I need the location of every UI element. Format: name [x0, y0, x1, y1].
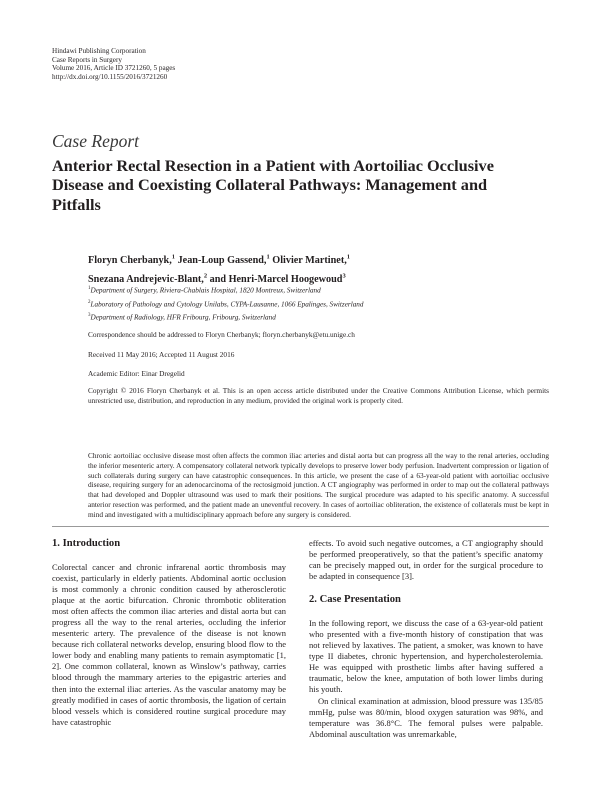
author: Olivier Martinet,$^1$	[272, 254, 351, 267]
article-type: Case Report	[52, 131, 140, 151]
journal-header	[52, 47, 175, 82]
section-divider	[52, 526, 549, 527]
intro-paragraph-continued: effects. To avoid such negative outcomes, a CT angiography should be performed preoperatively, so that the patient’s specific anatomy can be precisely mapped out, in order for the surgical procedure to be adapted in consequence [3].	[309, 538, 543, 582]
affiliation-list	[88, 283, 364, 324]
right-column	[309, 538, 543, 740]
academic-editor: Academic Editor: Einar Dregelid	[88, 369, 185, 378]
article-title: Anterior Rectal Resection in a Patient with Aortoiliac Occlusive Disease and Coexisting Collateral Pathways: Management and Pitfalls	[52, 156, 494, 214]
abstract: Chronic aortoiliac occlusive disease most often affects the common iliac arteries and distal aorta but can progress all the way to the renal arteries, occluding the inferior mesenteric artery. A compensatory collateral network typically develops to preserve lower body perfusion. Inadvertent compression or ligation of such collaterals during surgery can have catastrophic consequences. In this article, we present the case of a 63-year-old patient with aortoiliac occlusive disease, requiring surgery for an adenocarcinoma of the rectosigmoid junction. A CT angiography was performed in order to map out the collateral pathways that had developed and Doppler ultrasound was used to mark their positions. The surgical procedure was adapted to his specific anatomy. A successful anterior resection was performed, and the patient made an uneventful recovery. In cases of aortoiliac obliteration, the existence of collaterals must be kept in mind and investigated with a multidisciplinary approach before any surgery is considered.	[88, 451, 549, 519]
section-heading-case-presentation: 2. Case Presentation	[309, 594, 401, 606]
affiliation: $^2$Laboratory of Pathology and Cytology Unilabs, CYPA-Lausanne, 1066 Epalinges, Switzerland	[88, 299, 364, 308]
doi-link[interactable]: http://dx.doi.org/10.1155/2016/3721260	[52, 73, 168, 82]
section-heading-introduction: 1. Introduction	[52, 538, 121, 549]
copyright-notice: Copyright © 2016 Floryn Cherbanyk et al. This is an open access article distributed under the Creative Commons Attribution License, which permits unrestricted use, distribution, and reproduction in any medium, provided the original work is properly cited.	[88, 386, 549, 405]
intro-paragraph: Colorectal cancer and chronic infrarenal aortic thrombosis may coexist, particularly in elderly patients. Abdominal aortic occlusion is most commonly a chronic condition caused by atherosclerotic plaque at the aortic bifurcation. Chronic thrombotic obliteration most often affects the common iliac arteries and distal aorta but can progress all the way to the renal arteries, occluding the inferior mesenteric artery. The prevalence of the disease is not known because rich collateral networks develop, ensuring blood flow to the lower body and enabling many patients to remain asymptomatic [1, 2]. One common collateral, known as Winslow’s pathway, carries blood through the mammary arteries to the epigastric arteries and then into the external iliac arteries. As the vascular anatomy may be greatly modified in cases of aortic thrombosis, the ligation of certain blood vessels which is considered routine surgical procedure may have catastrophic	[52, 562, 286, 727]
author: and Henri-Marcel Hoogewoud$^3$	[209, 272, 346, 286]
publisher-name: Hindawi Publishing Corporation	[52, 47, 146, 55]
received-dates: Received 11 May 2016; Accepted 11 August 2016	[88, 350, 235, 359]
case-paragraph: On clinical examination at admission, blood pressure was 135/85 mmHg, pulse was 80/min, blood oxygen saturation was 98%, and temperature was 36.8°C. The femoral pulses were palpable. Abdominal auscultation was unremarkable,	[309, 695, 543, 739]
author: Snezana Andrejevic-Blant,$^2$	[88, 272, 208, 286]
affiliation: $^1$Department of Surgery, Riviera-Chablais Hospital, 1820 Montreux, Switzerland	[88, 286, 321, 295]
affiliation: $^3$Department of Radiology, HFR Fribourg, Fribourg, Switzerland	[88, 313, 276, 322]
left-column	[52, 538, 286, 728]
journal-name: Case Reports in Surgery	[52, 55, 122, 64]
correspondence: Correspondence should be addressed to Floryn Cherbanyk; floryn.cherbanyk@etu.unige.ch	[88, 330, 355, 339]
case-paragraph: In the following report, we discuss the case of a 63-year-old patient who presented with a five-month history of constipation that was not relieved by laxatives. The patient, a smoker, was known to have type II diabetes, chronic hypertension, and hypercholesterolemia. He was equipped with prosthetic limbs after having suffered a traumatic, below the knee, amputation of both lower limbs during his youth.	[309, 618, 543, 695]
author: Floryn Cherbanyk,$^1$	[88, 254, 176, 267]
author: Jean-Loup Gassend,$^1$	[177, 254, 270, 267]
volume-info: Volume 2016, Article ID 3721260, 5 pages	[52, 64, 176, 73]
